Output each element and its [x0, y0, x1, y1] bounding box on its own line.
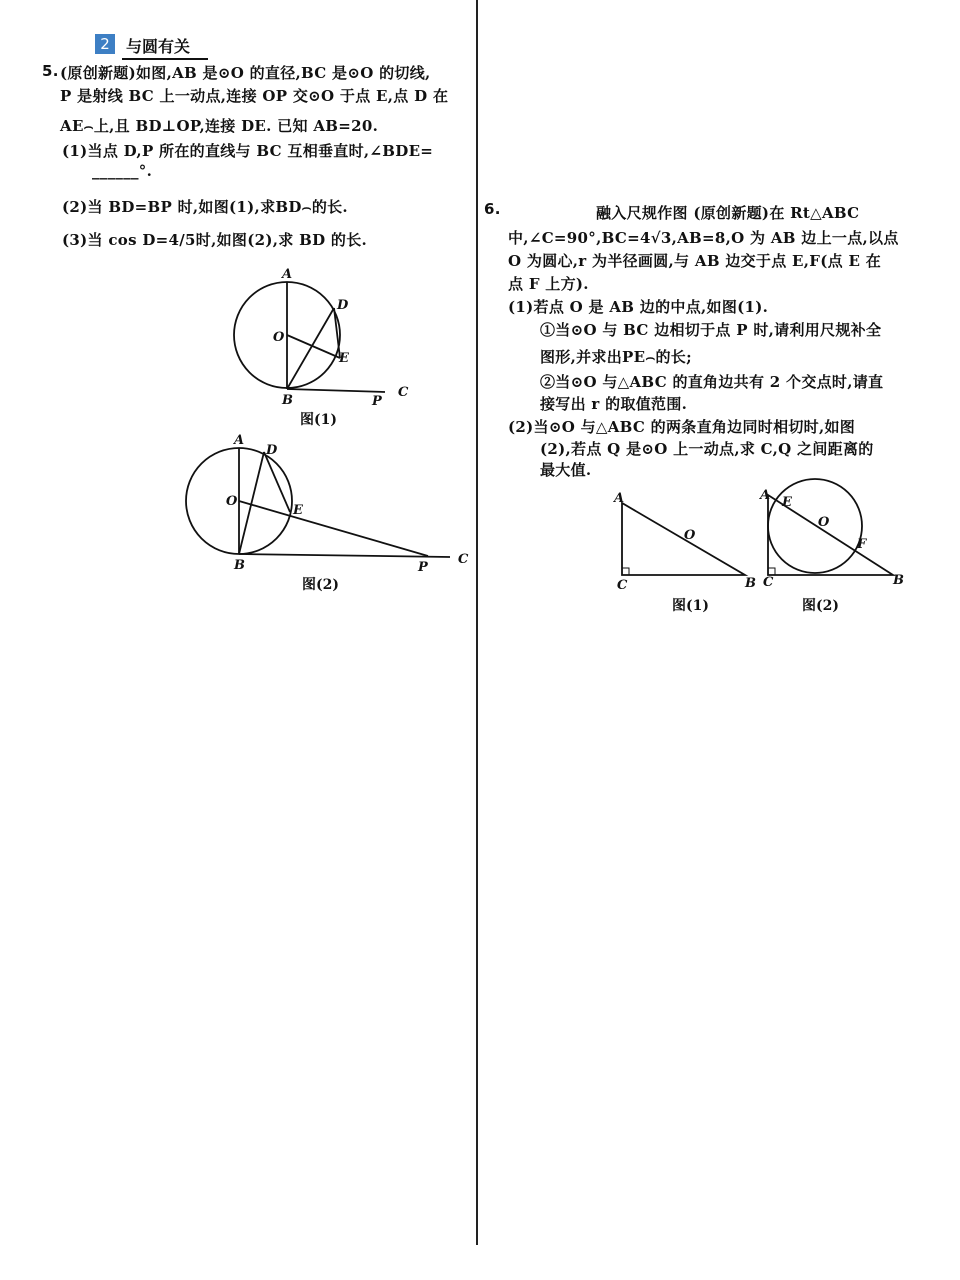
question-line: (2)当⊙O 与△ABC 的两条直角边同时相切时,如图: [508, 418, 856, 436]
question-line: (1)若点 O 是 AB 边的中点,如图(1).: [508, 298, 769, 316]
section-number-badge: 2: [95, 34, 115, 54]
answer-blank: ______°.: [92, 162, 153, 180]
figure-label: C: [617, 578, 628, 593]
figure-label: C: [763, 575, 774, 590]
question-line: (3)当 cos D=4/5时,如图(2),求 BD 的长.: [62, 231, 368, 249]
question-line: O 为圆心,r 为半径画圆,与 AB 边交于点 E,F(点 E 在: [508, 252, 882, 270]
figure-label: B: [893, 573, 904, 588]
figure-label: P: [372, 394, 382, 409]
question-number: 6.: [484, 200, 501, 218]
q5-figure-1-labels: [273, 267, 409, 428]
figure-label: C: [398, 385, 409, 400]
figure-label: 图(2): [802, 598, 839, 614]
question-line: (原创新题)如图,AB 是⊙O 的直径,BC 是⊙O 的切线,: [60, 64, 431, 82]
question-line: 融入尺规作图 (原创新题)在 Rt△ABC: [596, 204, 860, 222]
figure-label: C: [458, 552, 469, 567]
figure-label: F: [857, 537, 867, 552]
figure-label: A: [234, 433, 245, 448]
question-line: (1)当点 D,P 所在的直线与 BC 互相垂直时,∠BDE=: [62, 142, 434, 160]
question-line: (2),若点 Q 是⊙O 上一动点,求 C,Q 之间距离的: [540, 440, 874, 458]
q6-figure-2: [768, 479, 893, 575]
question-number: 5.: [42, 62, 59, 80]
figure-label: A: [282, 267, 293, 282]
figure-label: E: [782, 495, 792, 510]
figure-label: P: [418, 560, 428, 575]
figure-label: B: [745, 576, 756, 591]
figure-label: 图(2): [302, 577, 339, 593]
figure-label: O: [684, 528, 696, 543]
figure-label: A: [614, 491, 625, 506]
question-line: (2)当 BD=BP 时,如图(1),求BD⌢的长.: [62, 198, 348, 216]
question-line: 接写出 r 的取值范围.: [540, 395, 688, 413]
figure-label: O: [273, 330, 285, 345]
figure-label: 图(1): [300, 412, 337, 428]
figure-label: 图(1): [672, 598, 709, 614]
question-line: 中,∠C=90°,BC=4√3,AB=8,O 为 AB 边上一点,以点: [508, 229, 899, 247]
figure-label: D: [337, 298, 349, 313]
figure-label: D: [266, 443, 278, 458]
question-line: AE⌢上,且 BD⊥OP,连接 DE. 已知 AB=20.: [60, 117, 379, 135]
figure-label: E: [293, 503, 303, 518]
question-line: ①当⊙O 与 BC 边相切于点 P 时,请利用尺规补全: [540, 321, 882, 339]
question-line: 点 F 上方).: [508, 275, 589, 293]
figure-label: O: [818, 515, 830, 530]
question-line: ②当⊙O 与△ABC 的直角边共有 2 个交点时,请直: [540, 373, 884, 391]
figure-label: B: [282, 393, 293, 408]
question-line: 最大值.: [540, 461, 592, 479]
section-title: 与圆有关: [122, 34, 208, 60]
question-line: P 是射线 BC 上一动点,连接 OP 交⊙O 于点 E,点 D 在: [60, 87, 449, 105]
figure-label: E: [339, 351, 349, 366]
question-line: 图形,并求出PE⌢的长;: [540, 348, 692, 366]
q5-figure-1: [234, 282, 385, 392]
q6-figure-2-labels: [758, 488, 904, 614]
figure-label: A: [760, 488, 771, 503]
figure-label: O: [226, 494, 238, 509]
figure-label: B: [234, 558, 245, 573]
